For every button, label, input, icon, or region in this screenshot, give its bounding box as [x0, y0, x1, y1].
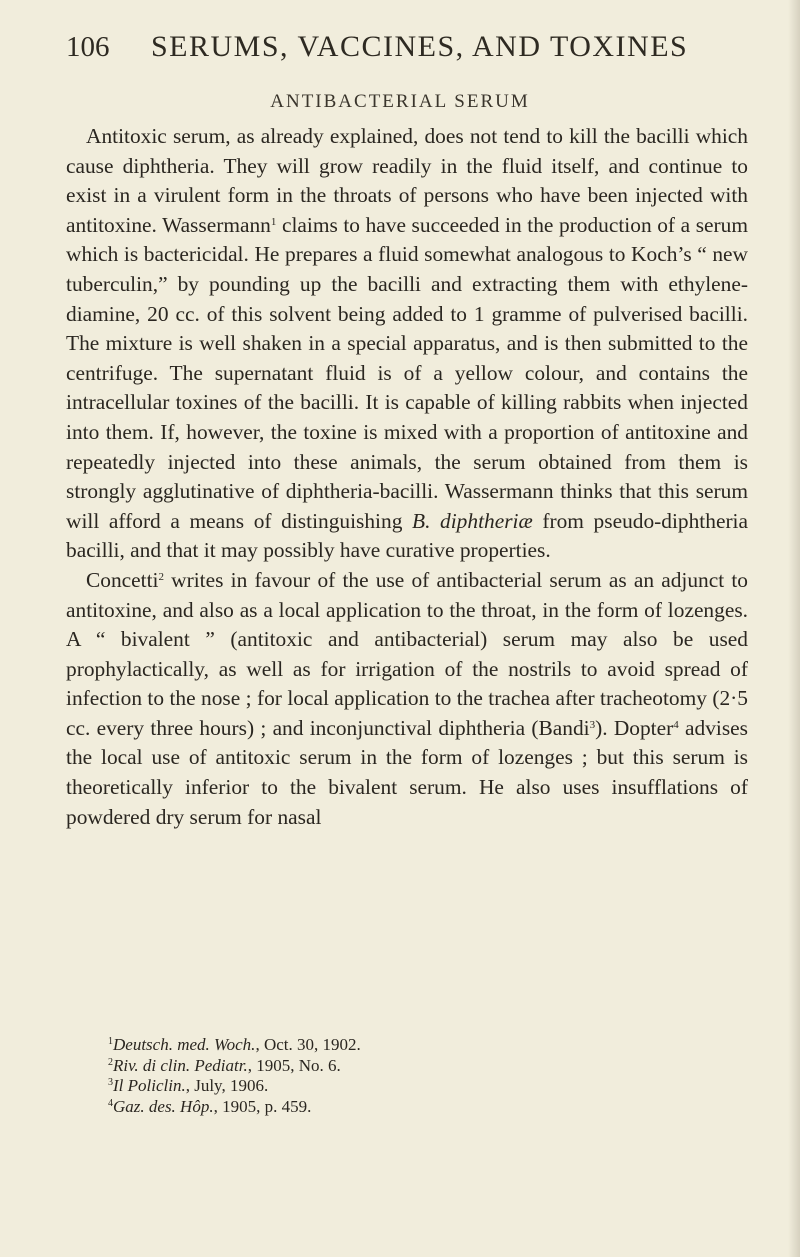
section-title: ANTIBACTERIAL SERUM	[270, 91, 530, 112]
paragraph-1-text-a: Antitoxic serum, as already explained, does not tend to kill the bacilli which cause diphtheria. They will grow readily in the fluid itself, and continue to exist in a virulent form in the throats of persons who have been injected with antitoxine. Wassermann	[66, 124, 748, 237]
paragraph-2	[66, 566, 748, 832]
page-edge-shadow	[788, 0, 800, 1257]
footnote-source: Il Policlin.	[113, 1076, 186, 1095]
paragraph-2-text-d: advises the local use of antitoxic serum in the form of lozenges ; but this serum is theoretically inferior to the bivalent serum. He also uses insufflations of powdered dry serum for nasal	[66, 715, 748, 829]
footnote-source: Gaz. des. Hôp.	[113, 1096, 214, 1116]
footnotes	[108, 1035, 748, 1117]
footnote	[108, 1035, 748, 1056]
page-header	[66, 30, 766, 64]
footnote-detail: , 1905, p. 459.	[213, 1096, 312, 1116]
footnote	[108, 1076, 748, 1097]
body-text	[66, 122, 748, 832]
footnote-detail: , July, 1906.	[185, 1076, 269, 1095]
species-name: B. diphtheriæ	[412, 508, 533, 533]
footnote	[108, 1056, 748, 1077]
footnote-number: 2	[108, 1056, 113, 1068]
footnote-ref-3: 3	[589, 718, 596, 731]
footnote-ref-2: 2	[158, 570, 164, 583]
paragraph-2-text-a: Concetti	[86, 567, 159, 592]
footnote	[108, 1097, 748, 1118]
running-head: SERUMS, VACCINES, AND TOXINES	[151, 30, 689, 63]
paragraph-1	[66, 122, 748, 566]
footnote-number: 1	[108, 1036, 113, 1047]
paragraph-2-text-b: writes in favour of the use of antibacterial serum as an adjunct to antitoxine, and also as a local application to the throat, in the form of lozenges. A “ bivalent ” (antitoxic and antibacterial) serum may also be used prophylactically, as well as for irrigation of the nostrils to avoid spread of infection to the nose ; for local application to the trachea after tracheotomy (2·5 cc. every three hours) ; and inconjunctival diphtheria (Bandi	[66, 567, 748, 740]
footnote-detail: , Oct. 30, 1902.	[255, 1035, 361, 1054]
page-number: 106	[66, 31, 110, 63]
paragraph-1-text-c: from pseudo-diphtheria bacilli, and that it may possibly have curative properties.	[66, 508, 748, 563]
footnote-source: Riv. di clin. Pediatr.	[113, 1055, 248, 1075]
footnote-number: 4	[108, 1097, 113, 1109]
footnote-detail: , 1905, No. 6.	[247, 1055, 341, 1075]
paragraph-1-text-b: claims to have succeeded in the production of a serum which is bactericidal. He prepares a fluid somewhat analogous to Koch’s “ new tuberculin,” by pounding up the bacilli and extracting them with ethylene-diamine, 20 cc. of this solvent being added to 1 gramme of pulverised bacilli. The mixture is well shaken in a special apparatus, and is then submitted to the centrifuge. The supernatant fluid is of a yellow colour, and contains the intracellular toxines of the bacilli. It is capable of killing rabbits when injected into them. If, however, the toxine is mixed with a proportion of antitoxine and repeatedly injected into these animals, the serum obtained from them is strongly agglutinative of diphtheria-bacilli. Wassermann thinks that this serum will afford a means of distinguishing	[66, 212, 748, 533]
footnote-number: 3	[108, 1077, 113, 1088]
footnote-source: Deutsch. med. Woch.	[113, 1035, 256, 1054]
footnote-ref-1: 1	[270, 215, 277, 228]
paragraph-2-text-c: ). Dopter	[595, 715, 674, 740]
footnote-ref-4: 4	[673, 718, 679, 731]
